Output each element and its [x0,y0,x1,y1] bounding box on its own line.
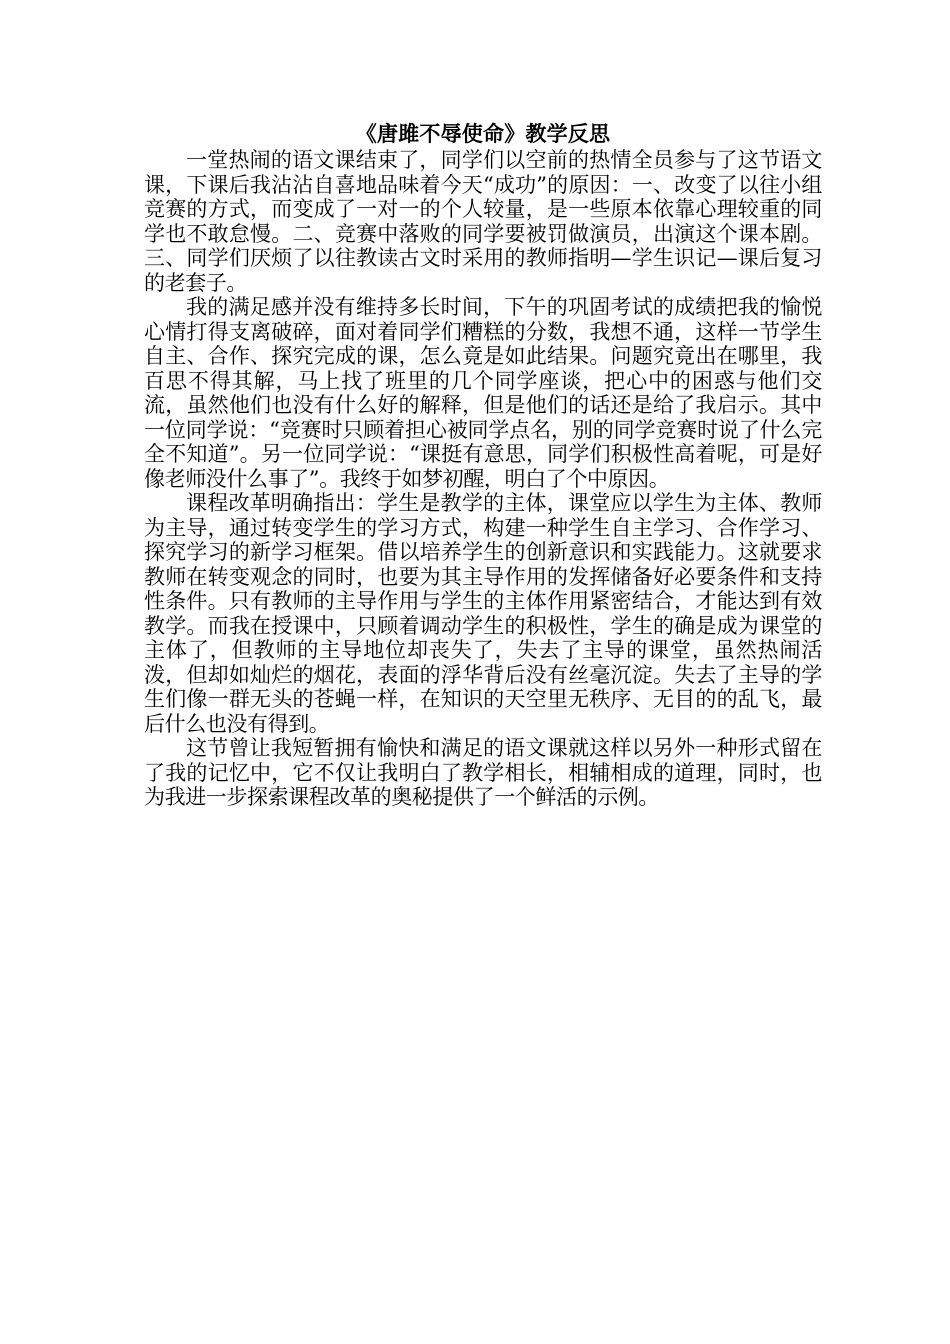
paragraph-1: 一堂热闹的语文课结束了，同学们以空前的热情全员参与了这节语文课，下课后我沾沾自喜地品味着今天“成功”的原因：一、改变了以往小组竞赛的方式，而变成了一对一的个人较量，是一些原本依靠心理较重的同学也不敢怠慢。二、竞赛中落败的同学要被罚做演员，出演这个课本剧。三、同学们厌烦了以往教读古文时采用的教师指明—学生识记—课后复习的老套子。 [144,148,822,295]
document-page [144,120,822,810]
paragraph-3: 课程改革明确指出：学生是教学的主体，课堂应以学生为主体、教师为主导，通过转变学生的学习方式，构建一种学生自主学习、合作学习、探究学习的新学习框架。借以培养学生的创新意识和实践能力。这就要求教师在转变观念的同时，也要为其主导作用的发挥储备好必要条件和支持性条件。只有教师的主导作用与学生的主体作用紧密结合，才能达到有效教学。而我在授课中，只顾着调动学生的积极性，学生的确是成为课堂的主体了，但教师的主导地位却丧失了，失去了主导的课堂，虽然热闹活泼，但却如灿烂的烟花，表面的浮华背后没有丝毫沉淀。失去了主导的学生们像一群无头的苍蝇一样，在知识的天空里无秩序、无目的的乱飞，最后什么也没有得到。 [144,491,822,736]
paragraph-4: 这节曾让我短暂拥有愉快和满足的语文课就这样以另外一种形式留在了我的记忆中，它不仅让我明白了教学相长，相辅相成的道理，同时，也为我进一步探索课程改革的奥秘提供了一个鲜活的示例。 [144,736,822,809]
document-title: 《唐雎不辱使命》教学反思 [355,122,611,146]
paragraph-2: 我的满足感并没有维持多长时间，下午的巩固考试的成绩把我的愉悦心情打得支离破碎，面对着同学们糟糕的分数，我想不通，这样一节学生自主、合作、探究完成的课，怎么竟是如此结果。问题究竟出在哪里，我百思不得其解，马上找了班里的几个同学座谈，把心中的困惑与他们交流，虽然他们也没有什么好的解释，但是他们的话还是给了我启示。其中一位同学说：“竞赛时只顾着担心被同学点名，别的同学竞赛时说了什么完全不知道”。另一位同学说：“课挺有意思，同学们积极性高着呢，可是好像老师没什么事了”。我终于如梦初醒，明白了个中原因。 [144,295,822,491]
